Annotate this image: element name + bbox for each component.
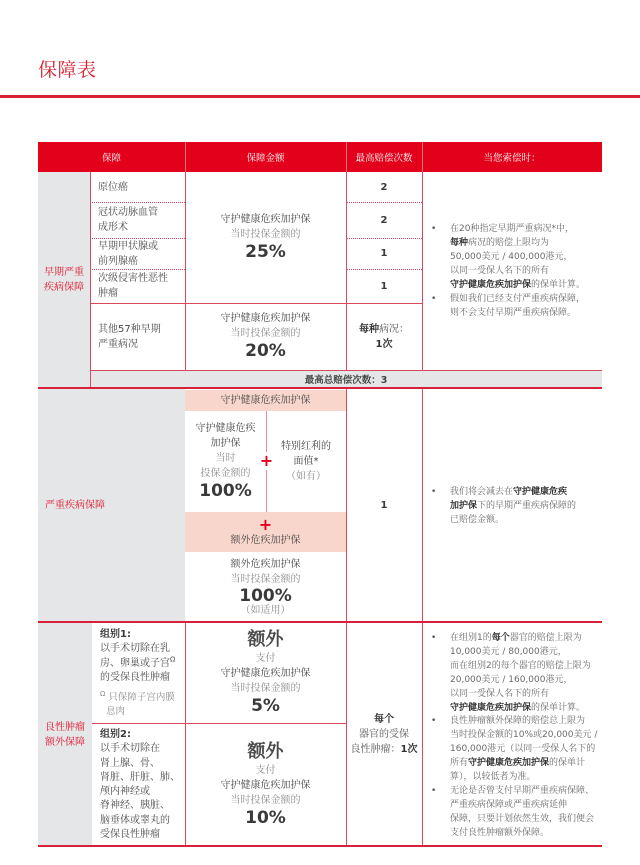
item-label: 冠状动脉血管: [98, 207, 158, 218]
grid-line: [90, 370, 602, 371]
grid-line: [346, 389, 347, 622]
grid-line: [346, 623, 347, 846]
amount-basis: 当时投保金额的: [230, 328, 301, 339]
max-claims-value: 1: [380, 280, 388, 292]
amount-cell-20: [185, 303, 346, 370]
base-sum-cell: [185, 411, 266, 512]
max-claims-bold: 每种: [359, 323, 379, 335]
max-claims-text: 良性肿瘤：: [350, 744, 401, 755]
grid-line-dotted: [90, 269, 185, 270]
amount-pay: 支付: [255, 764, 276, 776]
amount-percent: 10%: [245, 807, 286, 828]
max-claims-text: 病况：: [379, 323, 409, 335]
group-1-cell: [92, 623, 185, 723]
table-row-item: [90, 202, 185, 238]
table-row-item: [90, 303, 185, 370]
bonus-note: （如有）: [286, 471, 326, 482]
amount-percent: 100%: [239, 586, 292, 606]
group-label: 组别1:: [100, 629, 131, 640]
grid-line: [185, 623, 186, 846]
group-text: 受保良性肿瘤: [100, 829, 160, 841]
header-coverage: 保障: [101, 153, 121, 164]
notes-early: [422, 172, 602, 370]
note-bullet: • 假如我们已经支付严重疾病保障， 则不会支付早期严重疾病保障。: [431, 292, 598, 320]
table-row-item: [90, 238, 185, 269]
grid-line-dotted: [346, 238, 422, 239]
summary-max-total-claims: 最高总赔偿次数：3: [90, 370, 602, 388]
group-text: 房、卵巢或子宫: [100, 657, 170, 669]
grid-line-dotted: [346, 269, 422, 270]
item-label: 原位癌: [98, 181, 128, 193]
grid-line: [422, 172, 423, 370]
bonus-label: 特别红利的: [281, 441, 331, 452]
plan-name: 额外危疾加护保: [230, 559, 301, 570]
max-claims-other: [346, 303, 422, 370]
group-footnote: [100, 691, 185, 719]
bullet-icon: [431, 715, 450, 785]
category-benign-tumour: [38, 623, 92, 846]
amount-percent: 20%: [245, 341, 286, 361]
footnote-marker: Ω: [170, 655, 176, 664]
max-claims-value: 2: [380, 214, 388, 226]
max-claims-text: 器官的受保: [359, 729, 409, 740]
category-label: 良性肿瘤: [45, 721, 85, 733]
plan-header: 守护健康危疾加护保: [185, 390, 346, 411]
group-text: 肾上腺、骨、: [100, 757, 160, 769]
amount-basis: 投保金额的: [200, 468, 251, 479]
plan-name: 守护健康危疾加护保: [220, 668, 311, 679]
bullet-icon: [431, 632, 450, 715]
grid-line: [422, 623, 423, 846]
grid-line-dotted: [346, 202, 422, 203]
amount-cell-25: [185, 172, 346, 303]
header-when-claim: 当您索偿时：: [483, 153, 541, 164]
header-divider: [422, 142, 423, 172]
grid-line-dotted: [90, 202, 185, 203]
grid-line: [90, 172, 91, 388]
max-claims-count: 1次: [400, 744, 418, 755]
amount-basis: 当时投保金额的: [230, 683, 301, 694]
category-label: 早期严重: [44, 267, 84, 278]
category-label: 额外保障: [45, 736, 85, 748]
max-claims-value: 1: [380, 500, 388, 511]
category-early-critical-illness: [38, 172, 90, 388]
bonus-label: 面值*: [293, 456, 319, 467]
amount-pay: 支付: [255, 653, 276, 664]
item-label: 严重病况: [98, 338, 138, 350]
extra-rider-cell: [185, 552, 346, 622]
category-critical-illness: 严重疾病保障: [38, 389, 185, 622]
header-amount: 保障金额: [246, 153, 285, 164]
amount-basis: 当时: [215, 453, 236, 464]
note-bullet: • 在20种指定早期严重病况*中， 每种病况的赔偿上限均为 50,000美元 / 400,000港元， 以同一受保人名下的所有 守护健康危疾加护保的保单计算。: [431, 222, 598, 292]
header-max-claims: 最高赔偿次数: [355, 153, 413, 164]
note-bullet: • 良性肿瘤额外保障的赔偿总上限为 当时投保金额的10%或20,000美元 / 160,000港元（以同一受保人名下的 所有守护健康危疾加护保的保单计 算），以较低者为准。: [431, 715, 598, 785]
item-label: 成形术: [98, 222, 128, 233]
amount-cell-10: [185, 723, 346, 846]
max-claims-value: 2: [380, 181, 388, 193]
bullet-icon: [431, 292, 450, 320]
section-divider: [38, 845, 602, 847]
item-label: 前列腺癌: [98, 255, 138, 267]
amount-basis: 当时投保金额的: [230, 229, 301, 240]
item-label: 肿瘤: [98, 288, 118, 299]
category-label: 疾病保障: [44, 282, 84, 293]
amount-percent: 100%: [199, 481, 252, 501]
group-text: 脊神经、胰脏、: [100, 800, 170, 812]
note-bullet: • 我们将会减去在守护健康危疾 加护保下的早期严重疾病保障的 已赔偿金额。: [431, 485, 598, 527]
group-text: 以手术切除在: [100, 743, 160, 755]
grid-line: [92, 723, 346, 724]
plus-icon: +: [259, 451, 274, 470]
group-text: 的受保良性肿瘤: [100, 671, 170, 683]
grid-line: [185, 172, 186, 370]
header-divider: [185, 142, 186, 172]
group-text: 肾脏、肝脏、肺、: [100, 771, 180, 783]
plan-name: 加护保: [210, 438, 241, 449]
item-label: 其他57种早期: [98, 323, 161, 335]
amount-note: （如适用）: [240, 605, 291, 616]
plus-icon: +: [258, 514, 273, 534]
header-divider: [346, 142, 347, 172]
grid-line-dotted: [90, 238, 185, 239]
title-divider: [0, 95, 640, 98]
plan-name: 守护健康危疾: [195, 423, 256, 434]
footnote-marker: Ω: [100, 690, 106, 699]
extra-rider-header: [185, 512, 346, 552]
group-text: 以手术切除在乳: [100, 643, 170, 655]
max-claims-bold: 每个: [374, 714, 394, 725]
max-claims-value: 1: [380, 248, 388, 259]
item-label: 早期甲状腺或: [98, 240, 158, 252]
footnote-text: 只保障子宫内膜: [108, 692, 175, 704]
grid-line: [90, 303, 422, 304]
amount-basis: 当时投保金额的: [230, 794, 301, 806]
group-2-cell: [92, 723, 185, 846]
notes-critical-illness: [422, 389, 602, 622]
max-claims-benign: [346, 623, 422, 846]
footnote-text: 息肉: [106, 706, 126, 718]
amount-headline: 额外: [247, 740, 284, 762]
amount-basis: 当时投保金额的: [230, 574, 301, 585]
bullet-icon: [431, 222, 450, 292]
group-text: 脑垂体或睾丸的: [100, 814, 170, 826]
extra-rider-label: 额外危疾加护保: [230, 534, 301, 546]
note-bullet: • 在组别1的每个器官的赔偿上限为 10,000美元 / 80,000港元， 而在组别2的每个器官的赔偿上限为 20,000美元 / 160,000港元， 以同一受保人名下的所有 守护健康危疾加护保的保单计算。: [431, 632, 598, 715]
table-row-item: [90, 269, 185, 303]
group-text: 颅内神经或: [100, 786, 150, 798]
grid-line: [422, 389, 423, 622]
note-bullet: • 无论是否曾支付早期严重疾病保障、 严重疾病保障或严重疾病延伸 保障，只要计划依然生效，我们便会 支付良性肿瘤额外保障。: [431, 785, 598, 841]
table-row-item: [90, 172, 185, 202]
amount-percent: 5%: [251, 696, 280, 716]
amount-cell-5: [185, 623, 346, 723]
plan-name: 守护健康危疾加护保: [220, 214, 311, 225]
bullet-icon: [431, 785, 450, 841]
plan-name: 守护健康危疾加护保: [220, 779, 311, 791]
group-label: 组别2:: [100, 729, 131, 740]
amount-percent: 25%: [245, 242, 286, 262]
amount-headline: 额外: [247, 629, 284, 650]
item-label: 次级侵害性恶性: [98, 273, 168, 284]
page-title: 保障表: [38, 59, 97, 81]
plan-name: 守护健康危疾加护保: [220, 313, 311, 324]
max-claims-count: 1次: [375, 338, 393, 350]
bullet-icon: [431, 485, 450, 527]
special-bonus-cell: [266, 411, 346, 512]
notes-benign-tumour: [422, 623, 602, 846]
